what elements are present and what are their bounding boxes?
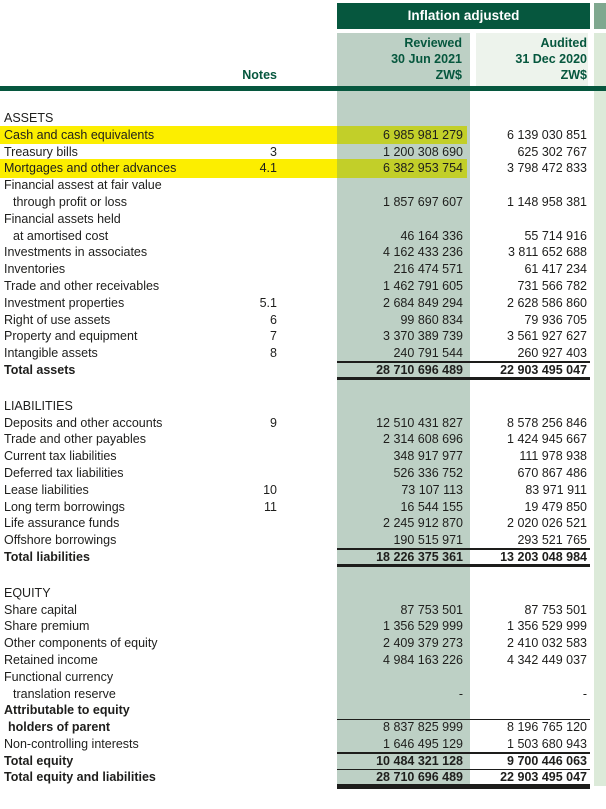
table-row [0, 482, 606, 499]
value-reviewed-2021: 240 791 544 [393, 346, 463, 361]
row-note-ref: 7 [270, 329, 277, 344]
table-row [0, 415, 606, 432]
value-audited-2020: 9 700 446 063 [507, 753, 587, 768]
value-audited-2020: 1 148 958 381 [507, 194, 587, 209]
table-row [0, 278, 606, 295]
value-audited-2020: 8 578 256 846 [507, 415, 587, 430]
row-label: Financial assest at fair value [4, 178, 162, 193]
table-row [0, 328, 606, 345]
row-label: LIABILITIES [4, 398, 73, 413]
value-audited-2020: - [582, 686, 587, 701]
value-audited-2020: 6 139 030 851 [507, 127, 587, 142]
row-label: Investment properties [4, 295, 125, 310]
table-row [0, 228, 606, 245]
table-row [0, 244, 606, 261]
value-audited-2020: 1 424 945 667 [507, 432, 587, 447]
row-label: Total equity [4, 753, 74, 768]
row-label: Trade and other payables [4, 432, 146, 447]
row-label: Other components of equity [4, 636, 158, 651]
row-note-ref: 10 [263, 482, 277, 497]
table-row [0, 127, 606, 144]
value-audited-2020: 2 020 026 521 [507, 516, 587, 531]
table-row [0, 585, 606, 602]
table-row [0, 398, 606, 415]
value-audited-2020: 2 628 586 860 [507, 295, 587, 310]
value-audited-2020: 111 978 938 [519, 449, 587, 464]
table-row [0, 448, 606, 465]
table-row [0, 194, 606, 211]
table-row [0, 465, 606, 482]
cropped-right-header-bar [594, 3, 606, 29]
value-audited-2020: 55 714 916 [524, 228, 587, 243]
total-rule-above [337, 719, 590, 720]
notes-column-header: Notes [242, 68, 277, 82]
value-reviewed-2021: 348 917 977 [393, 449, 463, 464]
row-label: Mortgages and other advances [4, 161, 177, 176]
value-reviewed-2021: 3 370 389 739 [383, 329, 463, 344]
value-reviewed-2021: 6 382 953 754 [383, 161, 463, 176]
value-audited-2020: 8 196 765 120 [507, 720, 587, 735]
value-reviewed-2021: 6 985 981 279 [383, 127, 463, 142]
row-label: Lease liabilities [4, 482, 89, 497]
row-label: Functional currency [4, 669, 114, 684]
reviewed-label: Reviewed [404, 36, 462, 50]
value-reviewed-2021: 46 164 336 [400, 228, 463, 243]
total-rule-above [337, 361, 590, 362]
row-label: Intangible assets [4, 346, 98, 361]
table-row [0, 719, 606, 736]
row-label: Non-controlling interests [4, 736, 139, 751]
value-reviewed-2021: 2 314 608 696 [383, 432, 463, 447]
section-gap [0, 566, 606, 585]
row-label: Retained income [4, 652, 98, 667]
table-row [0, 686, 606, 703]
value-audited-2020: 293 521 765 [517, 533, 587, 548]
table-row [0, 635, 606, 652]
value-audited-2020: 83 971 911 [525, 482, 587, 497]
value-audited-2020: 61 417 234 [524, 262, 587, 277]
value-audited-2020: 87 753 501 [524, 602, 587, 617]
reviewed-date: 30 Jun 2021 [391, 52, 462, 66]
value-reviewed-2021: 10 484 321 128 [376, 753, 463, 768]
value-audited-2020: 2 410 032 583 [507, 636, 587, 651]
value-reviewed-2021: - [458, 686, 463, 701]
value-audited-2020: 4 342 449 037 [507, 652, 587, 667]
row-label: Financial assets held [4, 211, 121, 226]
row-label: Share capital [4, 602, 77, 617]
table-row [0, 261, 606, 278]
table-row [0, 652, 606, 669]
row-label: holders of parent [8, 720, 111, 735]
statement-rows [0, 110, 606, 786]
audited-currency: ZW$ [560, 68, 587, 82]
value-audited-2020: 3 561 927 627 [507, 329, 587, 344]
value-reviewed-2021: 87 753 501 [400, 602, 463, 617]
row-label: EQUITY [4, 585, 51, 600]
value-reviewed-2021: 1 462 791 605 [383, 278, 463, 293]
table-row [0, 211, 606, 228]
value-audited-2020: 79 936 705 [524, 312, 587, 327]
value-reviewed-2021: 1 857 697 607 [383, 194, 463, 209]
audited-column-header [461, 35, 587, 83]
value-audited-2020: 22 903 495 047 [500, 770, 587, 785]
total-rule-below [337, 564, 590, 566]
row-label: through profit or loss [13, 194, 127, 209]
row-label: Offshore borrowings [4, 533, 117, 548]
table-row [0, 515, 606, 532]
row-label: Long term borrowings [4, 499, 125, 514]
row-label: Treasury bills [4, 144, 78, 159]
table-row [0, 702, 606, 719]
row-label: Deposits and other accounts [4, 415, 163, 430]
audited-label: Audited [540, 36, 587, 50]
table-row [0, 769, 606, 786]
value-reviewed-2021: 8 837 825 999 [383, 720, 463, 735]
value-audited-2020: 1 356 529 999 [507, 619, 587, 634]
row-label: Total liabilities [4, 549, 90, 564]
reviewed-currency: ZW$ [435, 68, 462, 82]
row-label: Life assurance funds [4, 516, 120, 531]
value-audited-2020: 670 867 486 [517, 465, 587, 480]
row-note-ref: 3 [270, 144, 277, 159]
value-audited-2020: 22 903 495 047 [500, 362, 587, 377]
value-audited-2020: 1 503 680 943 [507, 736, 587, 751]
value-audited-2020: 13 203 048 984 [500, 549, 587, 564]
value-audited-2020: 731 566 782 [517, 278, 587, 293]
row-note-ref: 8 [270, 346, 277, 361]
table-row [0, 532, 606, 549]
table-row [0, 144, 606, 161]
row-label: Property and equipment [4, 329, 138, 344]
total-rule-above [337, 769, 590, 770]
total-rule-below [337, 784, 590, 789]
audited-date: 31 Dec 2020 [515, 52, 587, 66]
value-reviewed-2021: 12 510 431 827 [376, 415, 463, 430]
value-reviewed-2021: 1 200 308 690 [383, 144, 463, 159]
row-label: Cash and cash equivalents [4, 127, 155, 142]
total-rule-above [337, 752, 590, 753]
table-row [0, 362, 606, 379]
value-audited-2020: 3 798 472 833 [507, 161, 587, 176]
value-audited-2020: 19 479 850 [524, 499, 587, 514]
value-reviewed-2021: 1 646 495 129 [383, 736, 463, 751]
table-row [0, 110, 606, 127]
table-row [0, 669, 606, 686]
table-row [0, 177, 606, 194]
table-row [0, 549, 606, 566]
value-reviewed-2021: 2 245 912 870 [383, 516, 463, 531]
value-audited-2020: 625 302 767 [517, 144, 587, 159]
table-row [0, 618, 606, 635]
row-note-ref: 6 [270, 312, 277, 327]
row-label: Right of use assets [4, 312, 111, 327]
value-reviewed-2021: 73 107 113 [401, 482, 463, 497]
value-reviewed-2021: 526 336 752 [393, 465, 463, 480]
value-reviewed-2021: 99 860 834 [400, 312, 463, 327]
row-label: Total assets [4, 362, 76, 377]
value-reviewed-2021: 28 710 696 489 [376, 770, 463, 785]
row-label: ASSETS [4, 111, 54, 125]
table-row [0, 499, 606, 516]
total-rule-above [337, 548, 590, 549]
value-reviewed-2021: 190 515 971 [393, 533, 463, 548]
row-label: Inventories [4, 262, 66, 277]
row-label: Trade and other receivables [4, 278, 160, 293]
table-row [0, 295, 606, 312]
row-label: Attributable to equity [4, 703, 130, 718]
value-reviewed-2021: 18 226 375 361 [376, 549, 463, 564]
table-row [0, 345, 606, 362]
value-audited-2020: 3 811 652 688 [507, 245, 587, 260]
row-label: Investments in associates [4, 245, 148, 260]
row-note-ref: 5.1 [259, 295, 277, 310]
value-reviewed-2021: 2 684 849 294 [383, 295, 463, 310]
row-note-ref: 4.1 [259, 161, 277, 176]
value-reviewed-2021: 2 409 379 273 [383, 636, 463, 651]
total-rule-below [337, 377, 590, 380]
table-row [0, 312, 606, 329]
value-audited-2020: 260 927 403 [517, 346, 587, 361]
row-note-ref: 11 [264, 499, 277, 514]
value-reviewed-2021: 4 162 433 236 [383, 245, 463, 260]
row-label: Share premium [4, 619, 90, 634]
row-label: translation reserve [13, 686, 116, 701]
inflation-adjusted-header: Inflation adjusted [337, 3, 590, 29]
reviewed-column-header [337, 35, 462, 83]
section-gap [0, 379, 606, 398]
value-reviewed-2021: 28 710 696 489 [376, 362, 463, 377]
value-reviewed-2021: 4 984 163 226 [383, 652, 463, 667]
table-row [0, 602, 606, 619]
row-label: Current tax liabilities [4, 449, 117, 464]
table-row [0, 160, 606, 177]
row-note-ref: 9 [270, 415, 277, 430]
table-row [0, 753, 606, 770]
value-reviewed-2021: 1 356 529 999 [383, 619, 463, 634]
table-row [0, 736, 606, 753]
header-divider-rule [0, 86, 606, 91]
value-reviewed-2021: 16 544 155 [400, 499, 463, 514]
value-reviewed-2021: 216 474 571 [393, 262, 463, 277]
row-label: at amortised cost [13, 228, 109, 243]
row-label: Total equity and liabilities [4, 770, 156, 785]
row-label: Deferred tax liabilities [4, 465, 124, 480]
table-row [0, 431, 606, 448]
